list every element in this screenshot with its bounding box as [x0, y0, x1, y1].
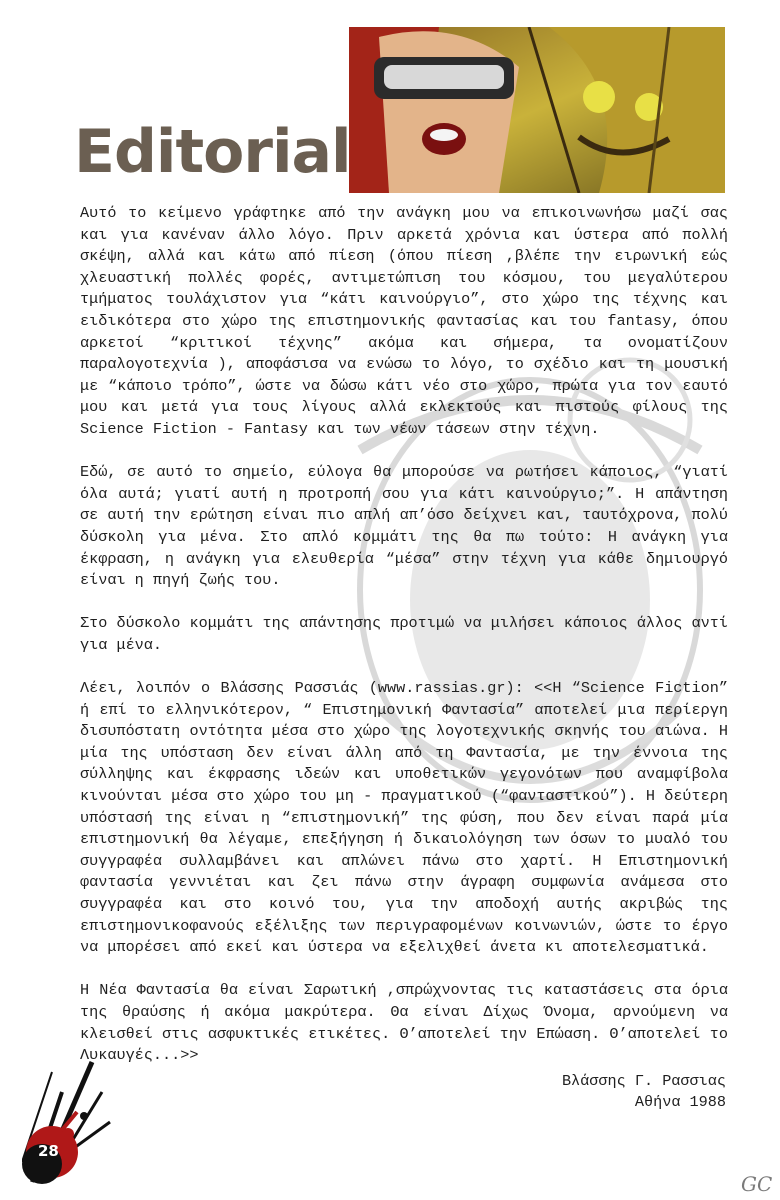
page-number: 28 [38, 1142, 59, 1160]
page-title: Editorial [74, 117, 351, 187]
place-date: Αθήνα 1988 [634, 1093, 726, 1111]
watermark: GC [741, 1172, 773, 1196]
paragraph: Λέει, λοιπόν ο Βλάσσης Ρασσιάς (www.rassias.gr): <<Η “Science Fiction” ή επί το ελληνικότερον, “ Επιστημονική Φαντασία” αποτελεί μια περίεργη δισυπόστατη οντότητα μέσα στο χώρο της λογοτεχνικής σκηνής του αιώνα. Η μία της υπόσταση δεν είναι άλλη από τη Φαντασία, με την έννοια της σύλληψης και έκφρασης ιδεών και υποθετικών γεγονότων που αναμφίβολα κινούνται μέσα στο χώρο του μη - πραγματικού (“φανταστικού”). Η δεύτερη υπόστασή της είναι η “επιστημονική” της φύση, που δεν είναι παρά μία επιστημονική θα λέγαμε, επεξήγηση ή δικαιολόγηση των όσων το μυαλό του συγγραφέα συλλαμβάνει και απλώνει πάνω στο χαρτί. Η Επιστημονική φαντασία γεννιέται και ζει πάνω στην άγραφη συμφωνία ανάμεσα στο συγγραφέα και στο κοινό του, για την αποδοχή αυτής ακριβώς της επιστημονικοφανούς εξέλιξης των περιγραφομένων κοινωνιών, ώστε το έργο να μπορέσει από εκεί και ύστερα να εξελιχθεί άνετα κι αποτελεσματικά. [80, 679, 728, 957]
banner-illustration [349, 27, 725, 193]
author-name: Βλάσσης Γ. Ρασσιας [561, 1072, 726, 1090]
ink-splatter-icon [22, 1052, 112, 1184]
author-signature [562, 1071, 726, 1113]
paragraph: Στο δύσκολο κομμάτι της απάντησης προτιμώ να μιλήσει κάποιος άλλος αντί για μένα. [80, 614, 728, 654]
paragraph: Αυτό το κείμενο γράφτηκε από την ανάγκη μου να επικοινωνήσω μαζί σας και για κανέναν άλλο λόγο. Πριν αρκετά χρόνια και ύστερα από πολλή σκέψη, αλλά και κάτω από πίεση (όπου πίεση ,βλέπε την ειρωνική εώς χλευαστική πολλές φορές, αντιμετώπιση του κόσμου, του μεγαλύτερου τμήματος τουλάχιστον για “κάτι καινούργιο”, στο χώρο της τέχνης και ειδικότερα στο χώρο της επιστημονικής φαντασίας και του fantasy, όπου αρκετοί “κριτικοί τέχνης” ακόμα και σήμερα, τα ονοματίζουν παραλογοτεχνία ), αποφάσισα να ενώσω το λόγο, το σχέδιο και τη μουσική με “κάποιο τρόπο”, ώστε να δώσω κάτι νέο στο χώρο, πρώτα για τον εαυτό μου και μετά για τους λίγους αλλά εκλεκτούς και πιστούς φίλους της Science Fiction - Fantasy και των νέων τάσεων στην τέχνη. [80, 204, 728, 438]
paragraph: Εδώ, σε αυτό το σημείο, εύλογα θα μπορούσε να ρωτήσει κάποιος, “γιατί όλα αυτά; γιατί αυτή η προτροπή σου για κάτι καινούργιο;”. Η απάντηση σε αυτή την ερώτηση είναι πιο απλή απ’όσο δείχνει και, ταυτόχρονα, πολύ δύσκολη για μένα. Στο απλό κομμάτι της θα πω τούτο: Η ανάγκη για έκφραση, η ανάγκη για ελευθερία “μέσα” στην τέχνη για κάθε δημιουργό είναι η πηγή ζωής του. [80, 463, 728, 590]
editorial-body [80, 203, 728, 1088]
paragraph: Η Νέα Φαντασία θα είναι Σαρωτική ,σπρώχνοντας τις καταστάσεις στα όρια της θραύσης ή ακόμα μακρύτερα. Θα είναι Δίχως Όνομα, αρνούμενη να κλεισθεί στις ασφυκτικές ετικέτες. Θ’αποτελεί την Επώαση. Θ’αποτελεί το Λυκαυγές...>> [80, 981, 728, 1065]
